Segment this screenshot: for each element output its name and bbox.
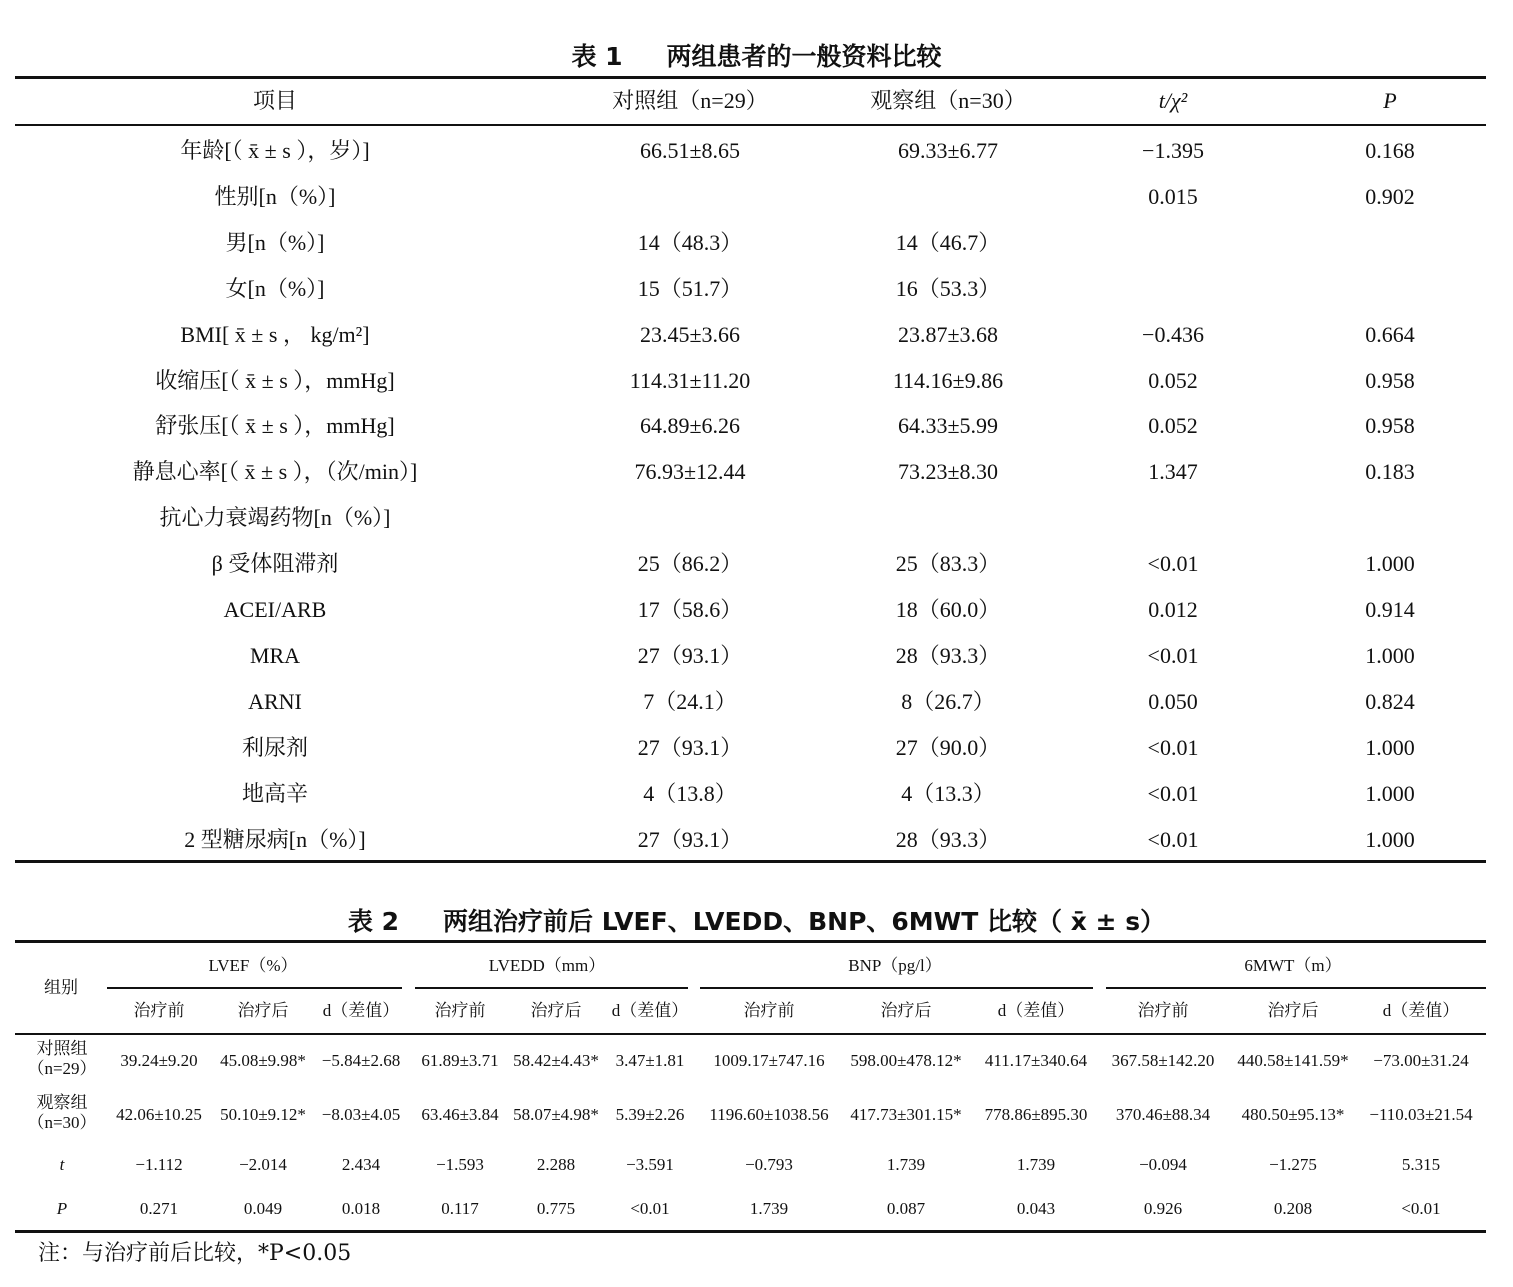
table2-cell: 598.00±478.12* bbox=[850, 1051, 962, 1070]
p-value: 0.902 bbox=[1365, 184, 1415, 209]
table2-cell: 778.86±895.30 bbox=[984, 1105, 1088, 1124]
group-underline bbox=[415, 987, 688, 989]
header-control: 对照组（n=29） bbox=[612, 88, 768, 113]
group-header: BNP（pg/l） bbox=[848, 956, 942, 975]
table2-cell: −0.793 bbox=[745, 1155, 793, 1174]
p-value: 0.914 bbox=[1365, 597, 1415, 622]
control-value: 76.93±12.44 bbox=[634, 459, 746, 484]
p-value: 1.000 bbox=[1365, 781, 1415, 806]
table2-bottom-rule bbox=[15, 1230, 1486, 1233]
table2-cell: 0.049 bbox=[243, 1199, 283, 1218]
statistic-value: <0.01 bbox=[1147, 643, 1199, 668]
table2-cell: 5.315 bbox=[1401, 1155, 1441, 1174]
table2-cell: −8.03±4.05 bbox=[321, 1105, 401, 1124]
table2-cell: 0.271 bbox=[139, 1199, 179, 1218]
table1-bottom-rule bbox=[15, 860, 1486, 863]
table2-cell: −73.00±31.24 bbox=[1373, 1051, 1469, 1070]
p-value: 0.664 bbox=[1365, 322, 1415, 347]
observe-value: 27（90.0） bbox=[895, 735, 1001, 760]
control-value: 114.31±11.20 bbox=[629, 368, 751, 393]
group-underline bbox=[107, 987, 402, 989]
table2-cell: −2.014 bbox=[239, 1155, 287, 1174]
observe-value: 73.23±8.30 bbox=[897, 459, 999, 484]
statistic-value: <0.01 bbox=[1147, 551, 1199, 576]
table2-cell: 58.07±4.98* bbox=[513, 1105, 599, 1124]
p-value: 1.000 bbox=[1365, 735, 1415, 760]
control-value: 66.51±8.65 bbox=[639, 138, 741, 163]
header-observe: 观察组（n=30） bbox=[870, 88, 1026, 113]
table2-cell: 61.89±3.71 bbox=[421, 1051, 499, 1070]
table2-cell: 0.117 bbox=[441, 1199, 479, 1218]
table1-top-rule bbox=[15, 76, 1486, 79]
row-label: 性别[n（%）] bbox=[214, 184, 336, 209]
row-label: 舒张压[（ x̄ ± s ），mmHg] bbox=[155, 413, 395, 438]
control-value: 25（86.2） bbox=[637, 551, 743, 576]
observe-value: 16（53.3） bbox=[895, 276, 1001, 301]
observe-value: 64.33±5.99 bbox=[897, 413, 999, 438]
control-value: 4（13.8） bbox=[643, 781, 737, 806]
statistic-value: 0.012 bbox=[1148, 597, 1198, 622]
p-value: 0.168 bbox=[1365, 138, 1415, 163]
table2-cell: 1.739 bbox=[886, 1155, 926, 1174]
p-value: 1.000 bbox=[1365, 827, 1415, 852]
table2-row-label: P bbox=[56, 1199, 68, 1218]
p-value: 0.958 bbox=[1365, 413, 1415, 438]
table2-cell: 0.018 bbox=[341, 1199, 381, 1218]
control-value: 7（24.1） bbox=[643, 689, 737, 714]
table2-cell: 39.24±9.20 bbox=[120, 1051, 198, 1070]
table2-header-rule bbox=[15, 1033, 1486, 1035]
table2-cell: 417.73±301.15* bbox=[850, 1105, 962, 1124]
statistic-value: <0.01 bbox=[1147, 827, 1199, 852]
observe-value: 14（46.7） bbox=[895, 230, 1001, 255]
statistic-value: 1.347 bbox=[1148, 459, 1198, 484]
observe-value: 28（93.3） bbox=[895, 827, 1001, 852]
table2-cell: −110.03±21.54 bbox=[1369, 1105, 1473, 1124]
table2-cell: 3.47±1.81 bbox=[615, 1051, 685, 1070]
table2-title bbox=[0, 902, 1513, 938]
table2-row-label: t bbox=[59, 1155, 65, 1174]
row-label: 利尿剂 bbox=[241, 735, 309, 760]
sub-header: 治疗后 bbox=[880, 1001, 932, 1020]
table2-cell: 42.06±10.25 bbox=[116, 1105, 202, 1124]
row-label: MRA bbox=[249, 643, 301, 668]
observe-value: 28（93.3） bbox=[895, 643, 1001, 668]
control-value: 27（93.1） bbox=[637, 735, 743, 760]
row-label: β 受体阻滞剂 bbox=[211, 551, 339, 576]
table2-cell: 1009.17±747.16 bbox=[713, 1051, 825, 1070]
table2-cell: −1.593 bbox=[436, 1155, 484, 1174]
observe-value: 8（26.7） bbox=[901, 689, 995, 714]
table2-cell: 1.739 bbox=[749, 1199, 789, 1218]
header-group: 组别 bbox=[44, 978, 78, 997]
table2-cell: −1.112 bbox=[135, 1155, 183, 1174]
row-label: 年龄[（ x̄ ± s ），岁）] bbox=[180, 138, 370, 163]
table2-row-label: 观察组（n=30） bbox=[27, 1093, 97, 1132]
table2-cell: 50.10±9.12* bbox=[220, 1105, 306, 1124]
table2-cell: 1.739 bbox=[1016, 1155, 1056, 1174]
table1-title-number: 表 1 bbox=[571, 42, 623, 71]
statistic-value: 0.050 bbox=[1148, 689, 1198, 714]
table1-title bbox=[0, 37, 1513, 73]
table2-cell: −0.094 bbox=[1139, 1155, 1187, 1174]
observe-value: 25（83.3） bbox=[895, 551, 1001, 576]
sub-header: 治疗前 bbox=[133, 1001, 185, 1020]
table2-cell: −5.84±2.68 bbox=[321, 1051, 401, 1070]
table2-footnote: 注：与治疗前后比较，*P<0.05 bbox=[38, 1241, 352, 1266]
observe-value: 4（13.3） bbox=[901, 781, 995, 806]
observe-value: 23.87±3.68 bbox=[897, 322, 999, 347]
row-label: 收缩压[（ x̄ ± s ），mmHg] bbox=[155, 368, 395, 393]
statistic-value: −0.436 bbox=[1142, 322, 1204, 347]
group-underline bbox=[700, 987, 1093, 989]
table2-cell: 367.58±142.20 bbox=[1111, 1051, 1215, 1070]
control-value: 15（51.7） bbox=[637, 276, 743, 301]
table2-cell: 63.46±3.84 bbox=[421, 1105, 499, 1124]
row-label: 女[n（%）] bbox=[225, 276, 325, 301]
p-value: 0.958 bbox=[1365, 368, 1415, 393]
control-value: 17（58.6） bbox=[637, 597, 743, 622]
group-header: 6MWT（m） bbox=[1244, 956, 1342, 975]
control-value: 27（93.1） bbox=[637, 827, 743, 852]
table2-cell: −3.591 bbox=[626, 1155, 674, 1174]
statistic-value: −1.395 bbox=[1142, 138, 1204, 163]
statistic-value: <0.01 bbox=[1147, 735, 1199, 760]
control-value: 64.89±6.26 bbox=[639, 413, 741, 438]
statistic-value: 0.052 bbox=[1148, 413, 1198, 438]
sub-header: 治疗前 bbox=[434, 1001, 486, 1020]
table2-title-text: 两组治疗前后 LVEF、LVEDD、BNP、6MWT 比较（ x̄ ± s） bbox=[443, 907, 1166, 936]
observe-value: 114.16±9.86 bbox=[892, 368, 1004, 393]
table2-cell: 2.434 bbox=[341, 1155, 381, 1174]
row-label: 男[n（%）] bbox=[225, 230, 325, 255]
control-value: 14（48.3） bbox=[637, 230, 743, 255]
table2-title-number: 表 2 bbox=[347, 907, 399, 936]
table2-cell: 480.50±95.13* bbox=[1241, 1105, 1345, 1124]
observe-value: 69.33±6.77 bbox=[897, 138, 999, 163]
row-label: ACEI/ARB bbox=[223, 597, 327, 622]
table1-header-rule bbox=[15, 124, 1486, 126]
table2-top-rule bbox=[15, 940, 1486, 943]
sub-header: 治疗后 bbox=[237, 1001, 289, 1020]
header-p: P bbox=[1383, 88, 1397, 113]
sub-header: d（差值） bbox=[1382, 1001, 1460, 1020]
statistic-value: <0.01 bbox=[1147, 781, 1199, 806]
sub-header: 治疗后 bbox=[1267, 1001, 1319, 1020]
table2-cell: <0.01 bbox=[1401, 1199, 1441, 1218]
p-value: 1.000 bbox=[1365, 643, 1415, 668]
sub-header: 治疗后 bbox=[530, 1001, 582, 1020]
p-value: 0.183 bbox=[1365, 459, 1415, 484]
table2-cell: 411.17±340.64 bbox=[984, 1051, 1088, 1070]
control-value: 27（93.1） bbox=[637, 643, 743, 668]
row-label: BMI[ x̄ ± s ， kg/m²] bbox=[180, 322, 370, 347]
table2-cell: 5.39±2.26 bbox=[615, 1105, 685, 1124]
table2-cell: <0.01 bbox=[630, 1199, 670, 1218]
p-value: 0.824 bbox=[1365, 689, 1415, 714]
table2-cell: 2.288 bbox=[536, 1155, 576, 1174]
group-header: LVEF（%） bbox=[208, 956, 298, 975]
observe-value: 18（60.0） bbox=[895, 597, 1001, 622]
control-value: 23.45±3.66 bbox=[639, 322, 741, 347]
table2-cell: 0.775 bbox=[536, 1199, 576, 1218]
sub-header: 治疗前 bbox=[743, 1001, 795, 1020]
table2-cell: 0.926 bbox=[1143, 1199, 1183, 1218]
header-statistic: t/χ² bbox=[1158, 88, 1188, 113]
table2-cell: 1196.60±1038.56 bbox=[709, 1105, 829, 1124]
table2-row-label: 对照组（n=29） bbox=[27, 1039, 97, 1078]
sub-header: 治疗前 bbox=[1137, 1001, 1189, 1020]
statistic-value: 0.052 bbox=[1148, 368, 1198, 393]
table2-cell: 0.043 bbox=[1016, 1199, 1056, 1218]
row-label: 静息心率[（ x̄ ± s ），（次/min）] bbox=[132, 459, 418, 484]
table2-cell: −1.275 bbox=[1269, 1155, 1317, 1174]
sub-header: d（差值） bbox=[997, 1001, 1075, 1020]
table2-cell: 0.087 bbox=[886, 1199, 926, 1218]
sub-header: d（差值） bbox=[611, 1001, 689, 1020]
header-item: 项目 bbox=[252, 88, 298, 113]
group-underline bbox=[1106, 987, 1486, 989]
table1-title-text: 两组患者的一般资料比较 bbox=[666, 42, 942, 71]
p-value: 1.000 bbox=[1365, 551, 1415, 576]
table2-cell: 370.46±88.34 bbox=[1115, 1105, 1211, 1124]
group-header: LVEDD（mm） bbox=[488, 956, 606, 975]
table2-cell: 45.08±9.98* bbox=[220, 1051, 306, 1070]
table2-cell: 0.208 bbox=[1273, 1199, 1313, 1218]
row-label: 抗心力衰竭药物[n（%）] bbox=[159, 505, 391, 530]
row-label: ARNI bbox=[248, 689, 302, 714]
statistic-value: 0.015 bbox=[1148, 184, 1198, 209]
sub-header: d（差值） bbox=[322, 1001, 400, 1020]
table2-cell: 440.58±141.59* bbox=[1237, 1051, 1349, 1070]
row-label: 2 型糖尿病[n（%）] bbox=[184, 827, 366, 852]
row-label: 地高辛 bbox=[241, 781, 309, 806]
table2-cell: 58.42±4.43* bbox=[513, 1051, 599, 1070]
